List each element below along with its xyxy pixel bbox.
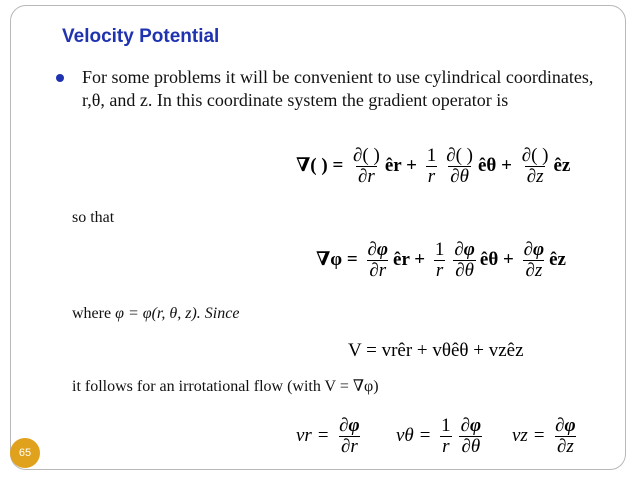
vz-equation: vz = $\frac{\partial\varphi}{\partial z}$ xyxy=(512,415,576,457)
gradient-unit-r: êr + xyxy=(384,154,417,176)
page-number-badge: 65 xyxy=(10,438,40,468)
irrotational-text: it follows for an irrotational flow (with V = ∇φ) xyxy=(72,378,379,395)
gradient-lhs: ∇( ) = xyxy=(296,154,344,176)
gradient-term3: $\frac{\partial( )}{\partial z}$ xyxy=(521,145,549,187)
gradient-term1: $\frac{\partial( )}{\partial r}$ xyxy=(353,145,380,187)
bullet-icon xyxy=(56,74,64,82)
velocity-vector-equation: V = vrêr + vθêθ + vzêz xyxy=(348,340,524,361)
bullet-text: For some problems it will be convenient to use cylindrical coordinates, r,θ, and z. In this coordinate system the gradient operator is xyxy=(82,67,594,110)
grad-phi-term3: $\frac{\partial\varphi}{\partial z}$ xyxy=(523,239,545,281)
gradient-term2-coef: $\frac{1}{r}$ xyxy=(426,145,437,187)
grad-phi-term1: $\frac{\partial\varphi}{\partial r}$ xyxy=(367,239,389,281)
slide-title: Velocity Potential xyxy=(62,26,220,47)
gradient-unit-z: êz xyxy=(553,154,571,176)
where-text: where φ = φ(r, θ, z). Since xyxy=(72,305,240,322)
grad-phi-term2-coef: $\frac{1}{r}$ xyxy=(434,239,445,281)
so-that-text: so that xyxy=(72,209,115,226)
grad-phi-lhs: ∇φ = xyxy=(316,248,358,270)
grad-phi-term2: $\frac{\partial\varphi}{\partial\theta}$ xyxy=(454,239,475,281)
bullet-item xyxy=(56,66,596,112)
vtheta-equation: vθ = $\frac{1}{r}$ $\frac{\partial\varphi}{\partial\theta}$ xyxy=(396,415,482,457)
gradient-equation xyxy=(296,146,570,187)
gradient-unit-theta: êθ + xyxy=(478,154,512,176)
vr-equation: vr = $\frac{\partial\varphi}{\partial r}$ xyxy=(296,415,360,457)
gradient-term2: $\frac{\partial( )}{\partial\theta}$ xyxy=(446,145,473,187)
grad-phi-equation: ∇φ = $\frac{\partial\varphi}{\partial r}$ êr + $\frac{1}{r}$ $\frac{\partial\varphi}{\partial\theta}$ êθ + $\frac{\partial\varphi}{\partial z}$ êz xyxy=(316,239,566,281)
